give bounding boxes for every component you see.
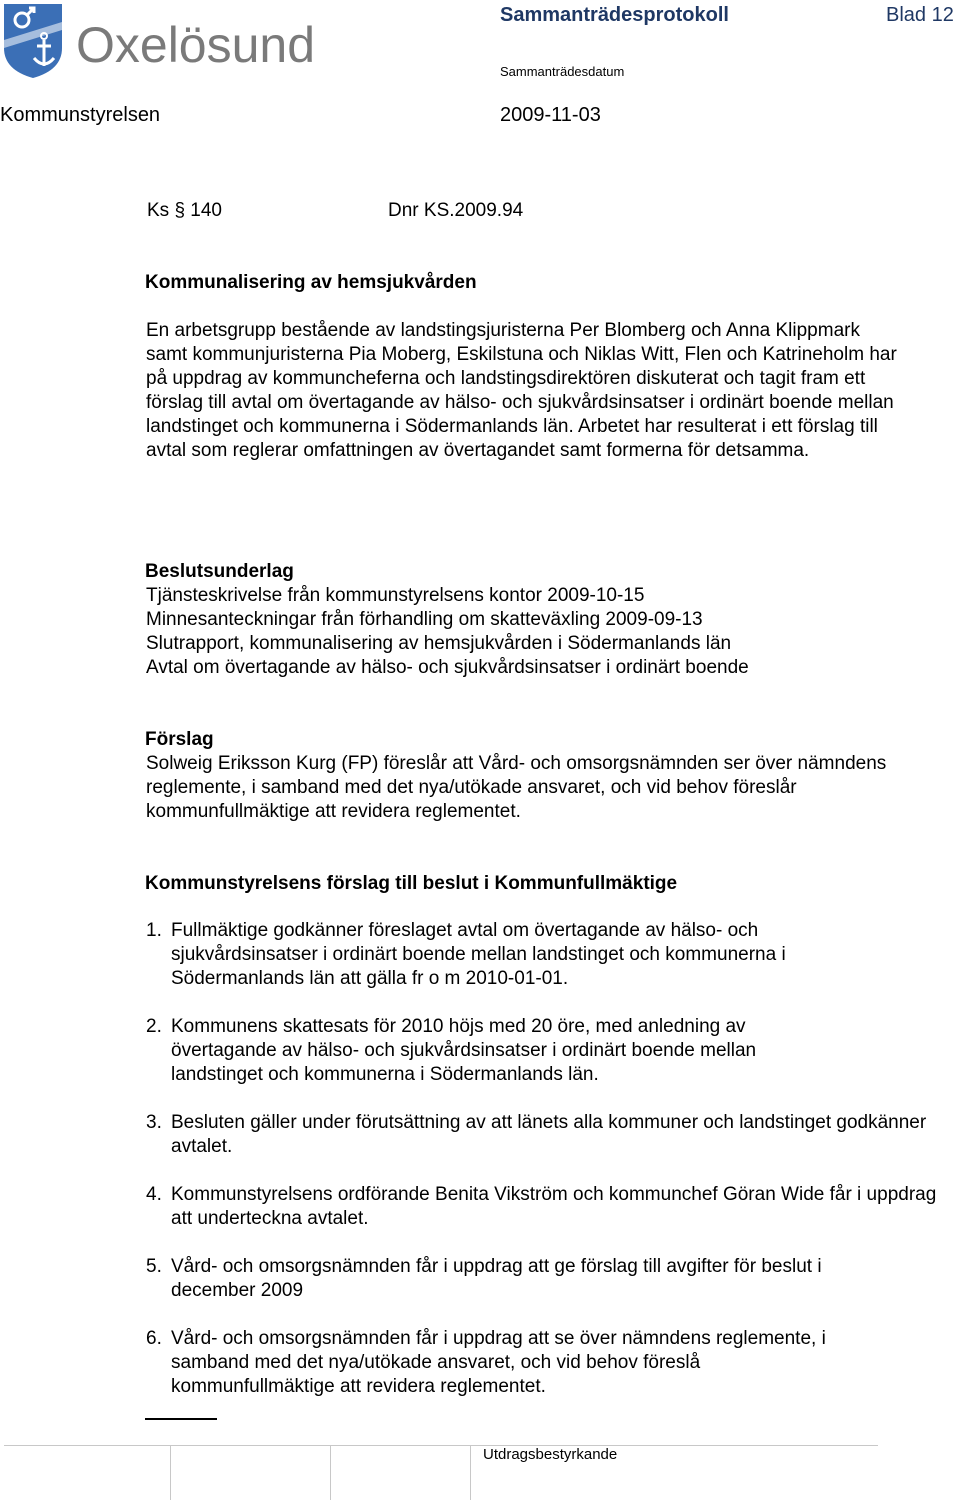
decision-item-number: 1.: [146, 920, 162, 941]
decision-item-text: Vård- och omsorgsnämnden får i uppdrag att ge förslag till avgifter för beslut i december 2009: [171, 1256, 822, 1301]
case-diary-number: Dnr KS.2009.94: [388, 200, 524, 221]
intro-paragraph: En arbetsgrupp bestående av landstingsjuristerna Per Blomberg och Anna Klippmark samt kommunjuristerna Pia Moberg, Eskilstuna och Niklas Witt, Flen och Katrineholm har på uppdrag av kommuncheferna och landstingsdirektören diskuterat och tagit fram ett förslag till avtal om övertagande av hälso- och sjukvårdsinsatser i ordinärt boende mellan landstinget och kommunerna i Södermanlands län. Arbetet har resulterat i ett förslag till avtal som reglerar omfattningen av övertagandet samt formerna för detsamma.: [146, 320, 897, 461]
decision-item: [146, 1183, 946, 1231]
meeting-date: 2009-11-03: [500, 104, 601, 126]
oxelosund-logo: [0, 0, 345, 80]
decision-item-number: 3.: [146, 1112, 162, 1133]
decision-item: [146, 1255, 906, 1303]
svg-text:Oxelösund: Oxelösund: [76, 17, 316, 73]
decision-item: [146, 1015, 846, 1087]
decision-item-number: 5.: [146, 1256, 162, 1277]
decision-item-text: Kommunstyrelsens ordförande Benita Vikström och kommunchef Göran Wide får i uppdrag att underteckna avtalet.: [171, 1184, 937, 1229]
decision-item: [146, 919, 886, 991]
footer-column-divider: [470, 1445, 471, 1500]
basis-item: Minnesanteckningar från förhandling om skatteväxling 2009-09-13: [146, 609, 703, 630]
basis-item: Slutrapport, kommunalisering av hemsjukvården i Södermanlands län: [146, 633, 732, 654]
decision-item-number: 4.: [146, 1184, 162, 1205]
decision-item-text: Besluten gäller under förutsättning av att länets alla kommuner och landstinget godkänner avtalet.: [171, 1112, 927, 1157]
item-title: Kommunalisering av hemsjukvården: [145, 272, 477, 293]
decision-item-number: 2.: [146, 1016, 162, 1037]
decision-item-text: Kommunens skattesats för 2010 höjs med 20 öre, med anledning av övertagande av hälso- och sjukvårdsinsatser i ordinärt boende mellan landstinget och kommunerna i Södermanlands län.: [171, 1016, 757, 1085]
organization-name: Kommunstyrelsen: [0, 104, 161, 126]
decision-heading: Kommunstyrelsens förslag till beslut i Kommunfullmäktige: [145, 873, 678, 894]
signature-rule: [145, 1418, 217, 1420]
footer-column-divider: [330, 1445, 331, 1500]
basis-item: Tjänsteskrivelse från kommunstyrelsens kontor 2009-10-15: [146, 585, 645, 606]
proposal-text: Solweig Eriksson Kurg (FP) föreslår att Vård- och omsorgsnämnden ser över nämndens reglemente, i samband med det nya/utökade ansvaret, och vid behov föreslår kommunfullmäktige att revidera reglementet.: [146, 753, 887, 822]
basis-item: Avtal om övertagande av hälso- och sjukvårdsinsatser i ordinärt boende: [146, 657, 749, 678]
basis-heading: Beslutsunderlag: [145, 561, 294, 582]
case-paragraph-number: Ks § 140: [147, 200, 222, 221]
footer-divider: [4, 1445, 878, 1446]
decision-item-text: Vård- och omsorgsnämnden får i uppdrag att se över nämndens reglemente, i samband med det nya/utökade ansvaret, och vid behov föreslå kommunfullmäktige att revidera reglementet.: [171, 1328, 826, 1397]
decision-item-text: Fullmäktige godkänner föreslaget avtal om övertagande av hälso- och sjukvårdsinsatser i ordinärt boende mellan landstinget och kommunerna i Södermanlands län att gälla fr o m 2010-01-01.: [171, 920, 786, 989]
municipal-crest-icon: [0, 0, 345, 80]
proposal-heading: Förslag: [145, 729, 214, 750]
document-type: Sammanträdesprotokoll: [500, 4, 729, 26]
decision-item-number: 6.: [146, 1328, 162, 1349]
decision-item: [146, 1327, 846, 1399]
meeting-date-label: Sammanträdesdatum: [500, 64, 625, 79]
sheet-number: Blad 12: [886, 4, 954, 26]
basis-list: [146, 584, 906, 680]
decision-item: [146, 1111, 936, 1159]
certification-label: Utdragsbestyrkande: [483, 1446, 618, 1463]
footer-column-divider: [170, 1445, 171, 1500]
